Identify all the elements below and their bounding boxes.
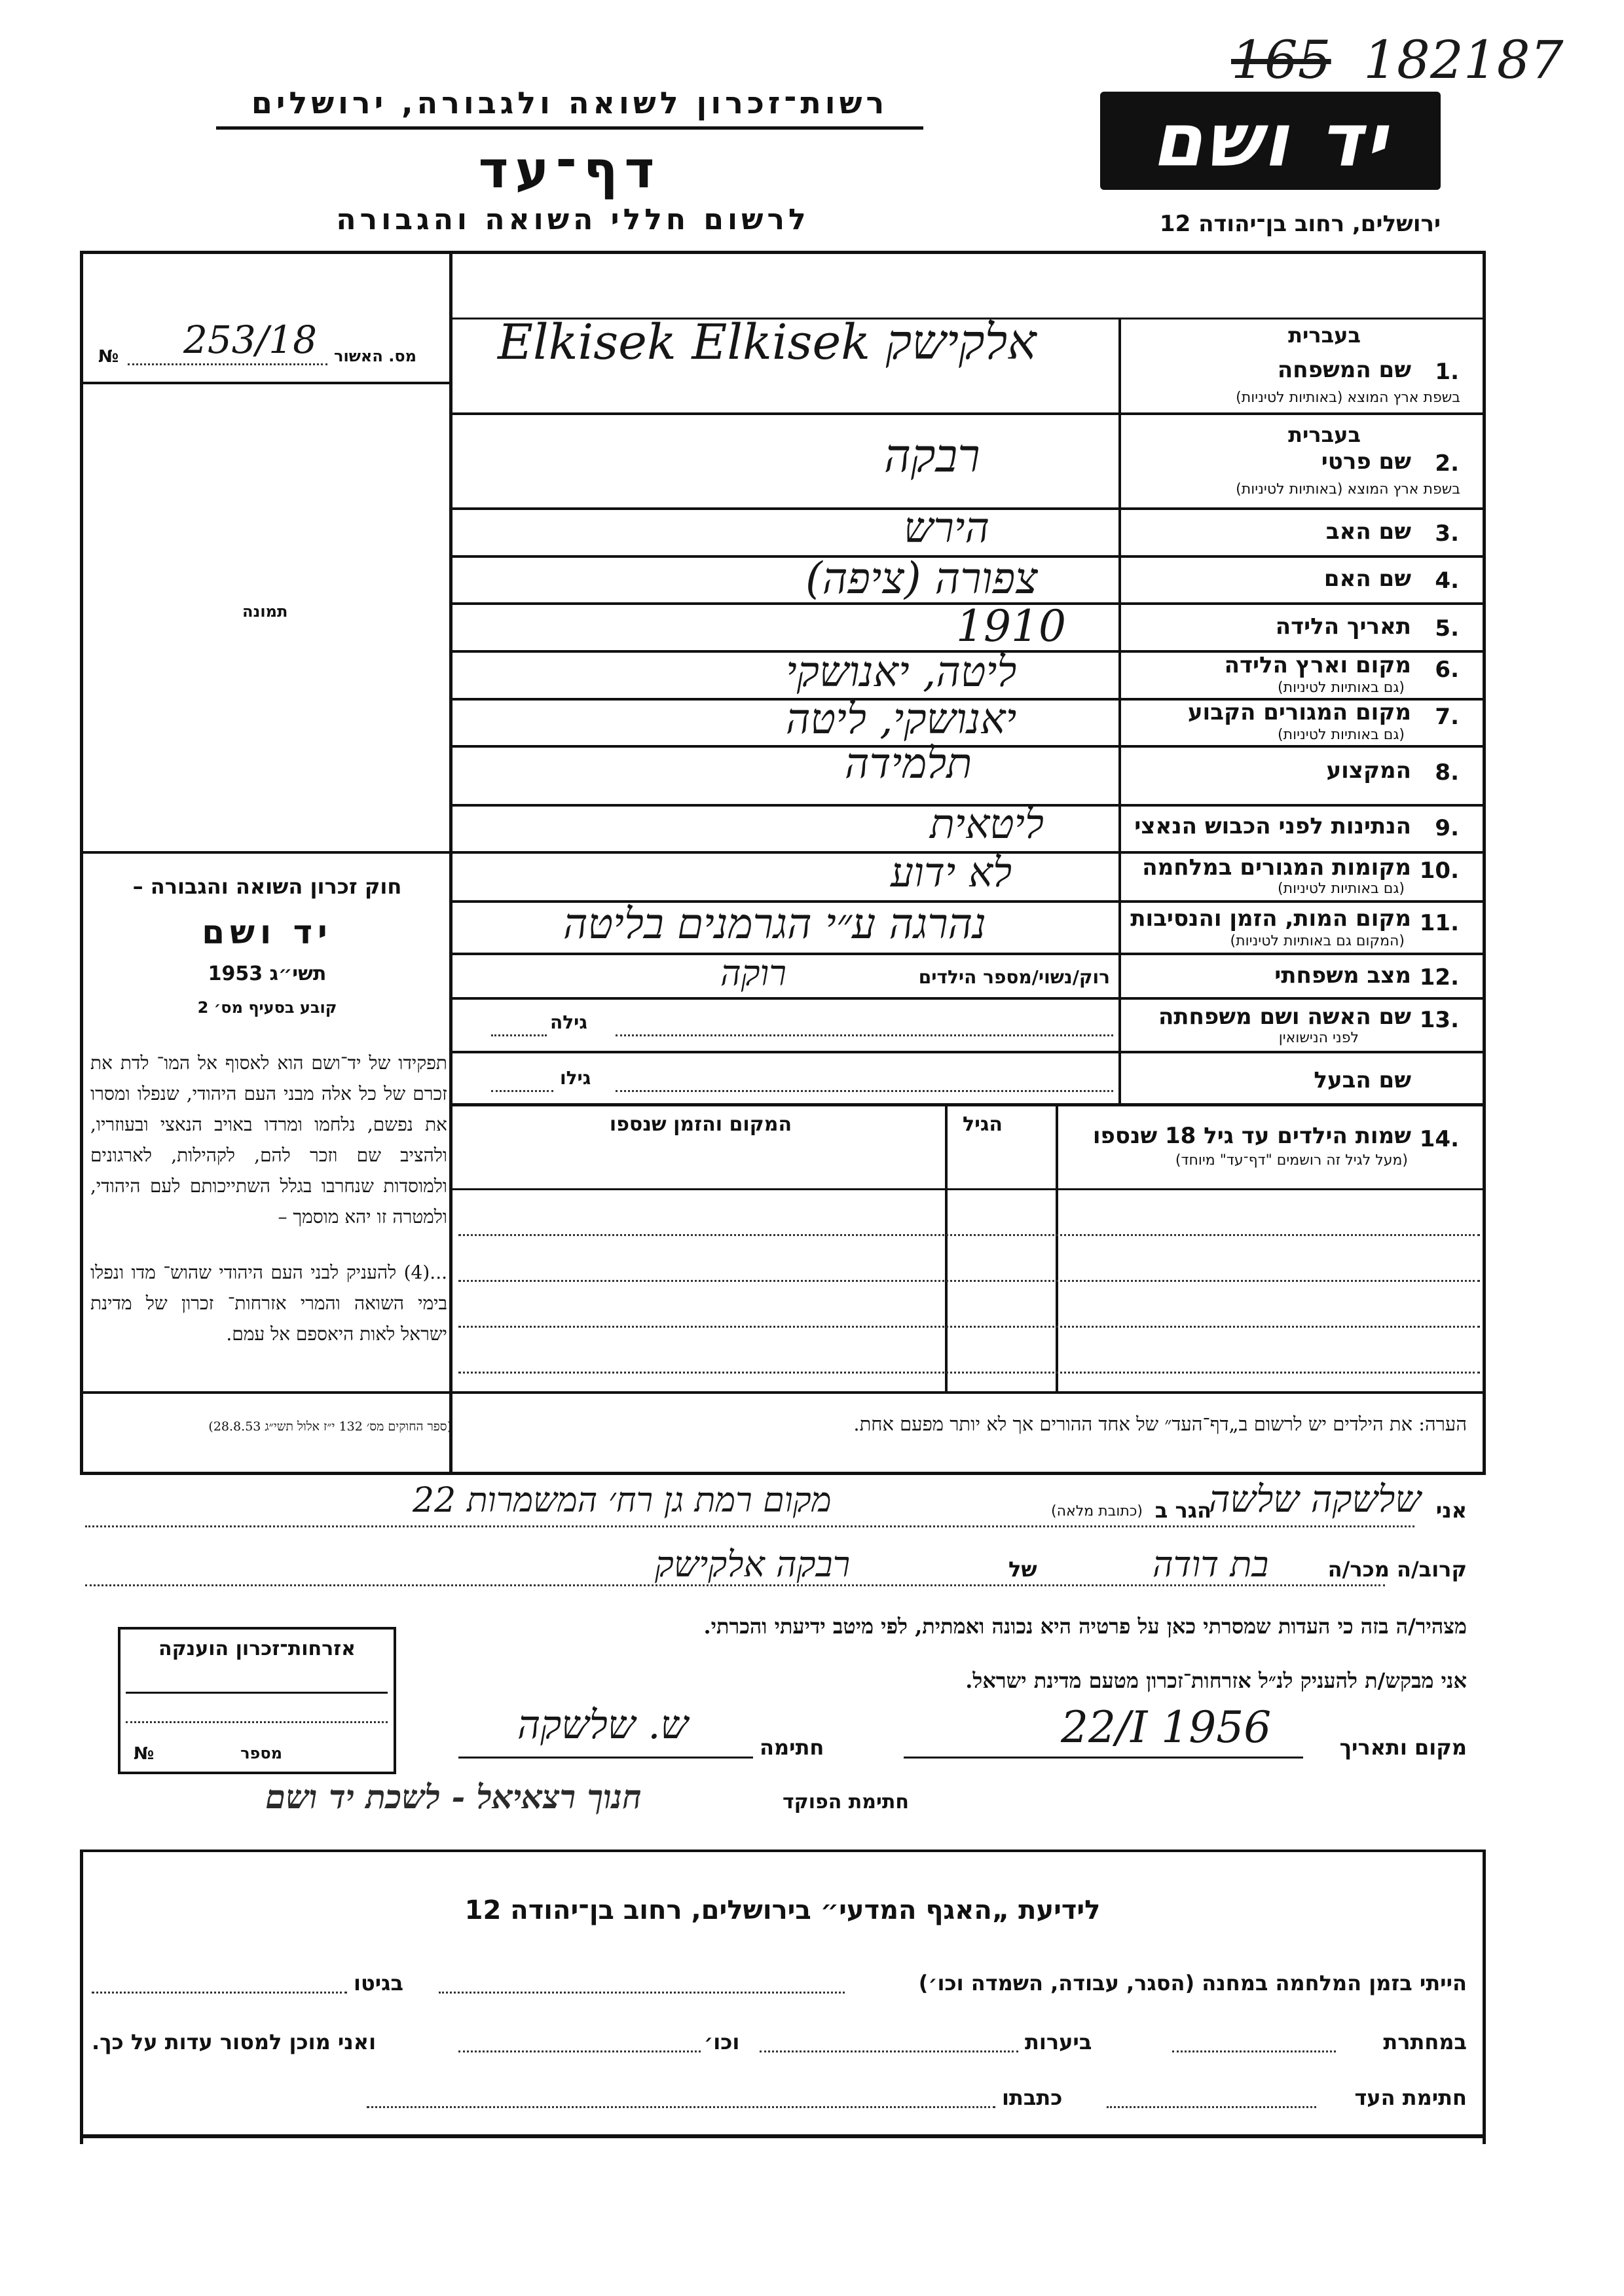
- footer-line2-c: וכו׳: [704, 2030, 740, 2054]
- row-line: [452, 1103, 1486, 1106]
- field-13-label: שם האשה ושם משפחתה: [1158, 1004, 1411, 1030]
- form-title: דף־עד: [478, 141, 661, 200]
- law-title: חוק זכרון השואה והגבורה –: [132, 874, 402, 899]
- field-8-value: תלמידה: [845, 740, 972, 788]
- field-1-lang: בעברית: [1288, 323, 1361, 348]
- row-line: [452, 412, 1486, 415]
- footer-line1-a: הייתי בזמן המלחמה במחנה (הסגר, עבודה, השמדה וכו׳): [918, 1971, 1467, 1995]
- declaration-relative-label: קרוב/ה מכר/ה: [1327, 1557, 1467, 1582]
- footer-line1-b: בגיטו: [354, 1971, 403, 1995]
- row-line: [452, 1051, 1486, 1053]
- citizenship-box-line: [126, 1721, 388, 1723]
- footer-bottom-line: [80, 2134, 1486, 2138]
- form-subtitle: לרשום חללי השואה והגבורה: [336, 203, 810, 236]
- archive-reference-number: 182187: [1363, 29, 1564, 90]
- field-8-label: המקצוע: [1326, 757, 1411, 784]
- clerk-label: חתימת הפוקד: [783, 1791, 909, 1813]
- citizenship-box-line: [126, 1692, 388, 1694]
- field-11-number: 11.: [1419, 910, 1459, 936]
- declaration-relative-line: [85, 1584, 1385, 1586]
- field-10-value: לא ידוע: [891, 848, 1012, 896]
- left-column-divider: [449, 251, 452, 1475]
- footer-line1-field: [439, 1992, 845, 1994]
- footer-line3-a: חתימת העד: [1354, 2085, 1467, 2110]
- citizenship-box: [118, 1627, 396, 1774]
- husband-label: שם הבעל: [1314, 1067, 1411, 1093]
- field-12-number: 12.: [1419, 964, 1459, 991]
- law-text-2: ...(4) להעניק לבני העם היהודי שהוש־ מדו ונפלו בימי השואה והמרי אזרחות־ זכרון של מדינת ישראל לאות היאספם אל עמם.: [90, 1262, 447, 1345]
- field-2-number: 2.: [1435, 450, 1459, 477]
- field-12-value: רוקה: [720, 953, 786, 994]
- permit-no-mark: №: [98, 347, 119, 367]
- law-clause: קובע בסעיף מס׳ 2: [197, 998, 337, 1017]
- photo-row-line: [83, 851, 449, 854]
- field-10-number: 10.: [1419, 858, 1459, 884]
- declaration-i-label: אני: [1435, 1498, 1467, 1523]
- field-9-value: ליטאית: [930, 800, 1044, 848]
- field-5-value: 1910: [956, 601, 1066, 651]
- children-col-age: הגיל: [963, 1113, 1003, 1136]
- field-2-label: שם פרטי: [1321, 448, 1411, 475]
- law-year: תשי״ג 1953: [208, 962, 327, 985]
- place-date-line: [904, 1757, 1303, 1758]
- field-6-number: 6.: [1435, 657, 1459, 683]
- field-13-age-label: גילה: [550, 1011, 587, 1033]
- logo-text: יד ושם: [1151, 98, 1390, 183]
- children-note: הערה: את הילדים יש לרשום ב„דף־העד״ של אחד ההורים אך לא יותר מפעם אחת.: [853, 1413, 1467, 1435]
- declaration-i-value: שלשקה שלשה: [1208, 1478, 1421, 1521]
- footer-top-line: [80, 1850, 1486, 1852]
- footer-line1-field-2: [92, 1992, 347, 1994]
- field-1-label: שם המשפחה: [1277, 357, 1411, 383]
- children-row: [458, 1280, 1480, 1282]
- declaration-line-2: אני מבקש/ת להעניק לנ״ל אזרחות־זכרון מטעם מדינת ישראל.: [965, 1668, 1467, 1693]
- field-11-label: מקום המות, הזמן והנסיבות: [1130, 905, 1411, 932]
- footer-line2-field-2: [760, 2050, 1018, 2052]
- field-7-number: 7.: [1435, 704, 1459, 730]
- field-1-value: Elkisek Elkisek אלקישק: [498, 314, 1037, 371]
- label-column-divider: [1118, 318, 1121, 1103]
- declaration-address-hint: (כתובת מלאה): [1051, 1503, 1143, 1520]
- children-label: שמות הילדים עד גיל 18 שנספו: [1092, 1123, 1411, 1149]
- footer-line2-d: ואני מוכן למסור עדות על כך.: [92, 2030, 377, 2054]
- field-5-label: תאריך הלידה: [1275, 613, 1411, 640]
- footer-line2-field-3: [458, 2050, 701, 2052]
- field-2-value: רבקה: [884, 429, 980, 483]
- permit-row-line: [83, 382, 449, 384]
- law-text-1: תפקידו של יד־ושם הוא לאסוף אל המו־ לדת את זכרם של כל אלה מבני העם היהודי, שנפלו ומסרו את נפשם, נלחמו ומרדו באויב הנאצי ובעוזריו, ולהציב שם וזכר להם, לקהילות, לארגונים ולמוסדות שנחרבו בגלל השתייכותם לעם היהודי, ולמטרה זו יהא מוסמך –: [90, 1052, 447, 1228]
- field-2-lang: בעברית: [1288, 422, 1361, 447]
- declaration-resides-label: הגר ב: [1154, 1498, 1211, 1523]
- law-name: יד ושם: [202, 913, 333, 951]
- declaration-of-value: רבקה אלקישק: [655, 1544, 851, 1585]
- field-5-number: 5.: [1435, 615, 1459, 642]
- children-col-divider-1: [1056, 1106, 1058, 1391]
- field-6-label: מקום וארץ הלידה: [1224, 652, 1411, 678]
- stamp: [128, 1773, 779, 1820]
- place-date-value: 22/I 1956: [1061, 1702, 1272, 1753]
- children-number: 14.: [1419, 1126, 1459, 1152]
- authority-name: רשות־זכרון לשואה ולגבורה, ירושלים: [251, 85, 889, 120]
- declaration-relative-value: בת דודה: [1153, 1544, 1269, 1585]
- field-11-sub: (המקום גם באותיות לטיניות): [1230, 933, 1405, 949]
- field-10-label: מקומות המגורים במלחמה: [1142, 854, 1411, 881]
- permit-value: 253/18: [183, 318, 318, 362]
- children-col-divider-2: [945, 1106, 948, 1391]
- law-reference: (ספר החוקים מס׳ 132 י״ז אלול תשי״ג 28.8.53): [208, 1419, 452, 1434]
- signature-line: [458, 1757, 753, 1758]
- field-11-value: נהרגה ע״י הגרמנים בליטה: [563, 900, 986, 949]
- field-3-label: שם האב: [1325, 519, 1411, 545]
- children-sub: (מעל לגיל זה רושמים "דף־עד" מיוחד): [1175, 1152, 1408, 1169]
- field-12-label: מצב משפחתי: [1274, 962, 1411, 989]
- field-6-value: ליטה, יאנושקי: [786, 648, 1017, 697]
- footer-line2-field: [1172, 2050, 1336, 2052]
- row-line: [452, 997, 1486, 1000]
- stamp-text: חנוך רצאיאל - לשכת יד ושם: [265, 1777, 642, 1816]
- children-row: [458, 1326, 1480, 1328]
- declaration-address-line: [85, 1525, 1414, 1527]
- signature-value: ש. שלשקה: [517, 1702, 688, 1748]
- footer-line3-field-2: [367, 2106, 995, 2108]
- archive-reference: [1231, 29, 1564, 90]
- field-4-value: צפורה (ציפה): [805, 553, 1038, 604]
- photo-label: תמונה: [242, 602, 288, 621]
- citizenship-box-title: אזרחות־זכרון הוענקה: [158, 1637, 356, 1660]
- declaration-address-value: מקום רמת גן רח׳ המשמרות 22: [413, 1481, 832, 1520]
- children-row: [458, 1372, 1480, 1374]
- citizenship-box-no-mark: №: [134, 1744, 155, 1764]
- husband-value-line: [616, 1090, 1113, 1092]
- children-header-line: [452, 1188, 1486, 1190]
- field-3-value: הירש: [904, 504, 990, 553]
- declaration-line-1: מצהיר/ה בזה כי העדות שמסרתי כאן על פרטיה היא נכונה ואמתית, לפי מיטב ידיעתי והכרתי.: [703, 1614, 1467, 1639]
- children-col-place: המקום והזמן שנספו: [609, 1113, 792, 1136]
- citizenship-box-no-label: מספר: [240, 1744, 282, 1762]
- field-7-sub: (גם באותיות לטיניות): [1278, 727, 1405, 743]
- footer-line2-a: במחתרת: [1383, 2030, 1467, 2054]
- field-13-sub: לפני הנישואין: [1278, 1030, 1359, 1046]
- law-bottom-line: [83, 1391, 1486, 1394]
- field-8-number: 8.: [1435, 759, 1459, 786]
- field-3-number: 3.: [1435, 520, 1459, 547]
- address: ירושלים, רחוב בן־יהודה 12: [1159, 211, 1441, 237]
- field-9-number: 9.: [1435, 815, 1459, 841]
- field-13-value-line: [616, 1034, 1113, 1036]
- field-10-sub: (גם באותיות לטיניות): [1278, 881, 1405, 897]
- field-1-number: 1.: [1435, 359, 1459, 385]
- field-9-label: הנתינות לפני הכבוש הנאצי: [1134, 813, 1411, 839]
- footer-left-border: [80, 1850, 83, 2144]
- row-line: [452, 953, 1486, 955]
- signature-label: חתימה: [760, 1735, 824, 1760]
- field-4-number: 4.: [1435, 568, 1459, 594]
- field-13-age-line: [491, 1034, 547, 1036]
- field-13-number: 13.: [1419, 1007, 1459, 1033]
- footer-line3-b: כתבתו: [1002, 2085, 1063, 2110]
- field-6-sub: (גם באותיות לטיניות): [1278, 680, 1405, 696]
- field-4-label: שם האם: [1323, 566, 1411, 592]
- field-12-inline: רוק/נשוי/מספר הילדים: [918, 966, 1110, 988]
- field-2-sub: בשפת ארץ המוצא (באותיות לטיניות): [1236, 481, 1460, 498]
- footer-line2-b: ביערות: [1025, 2030, 1092, 2054]
- husband-age-line: [491, 1090, 553, 1092]
- field-7-label: מקום המגורים הקבוע: [1187, 699, 1411, 725]
- footer-title: לידיעת „האגף המדעי״ בירושלים, רחוב בן־יהודה 12: [464, 1895, 1101, 1925]
- children-row: [458, 1234, 1480, 1236]
- authority-underline: [216, 126, 923, 130]
- place-date-label: מקום ותאריך: [1339, 1735, 1467, 1760]
- husband-age-label: גילו: [560, 1067, 591, 1089]
- footer-line3-field: [1107, 2106, 1316, 2108]
- footer-right-border: [1483, 1850, 1486, 2144]
- declaration-of-label: של: [1008, 1557, 1037, 1582]
- field-1-sub: בשפת ארץ המוצא (באותיות לטיניות): [1236, 390, 1460, 406]
- field-7-value: יאנושקי, ליטה: [786, 695, 1017, 744]
- permit-line: [128, 363, 327, 365]
- permit-label: מס. האשור: [334, 347, 416, 365]
- archive-reference-struck: 165: [1231, 29, 1331, 90]
- yad-vashem-logo: [1100, 92, 1441, 190]
